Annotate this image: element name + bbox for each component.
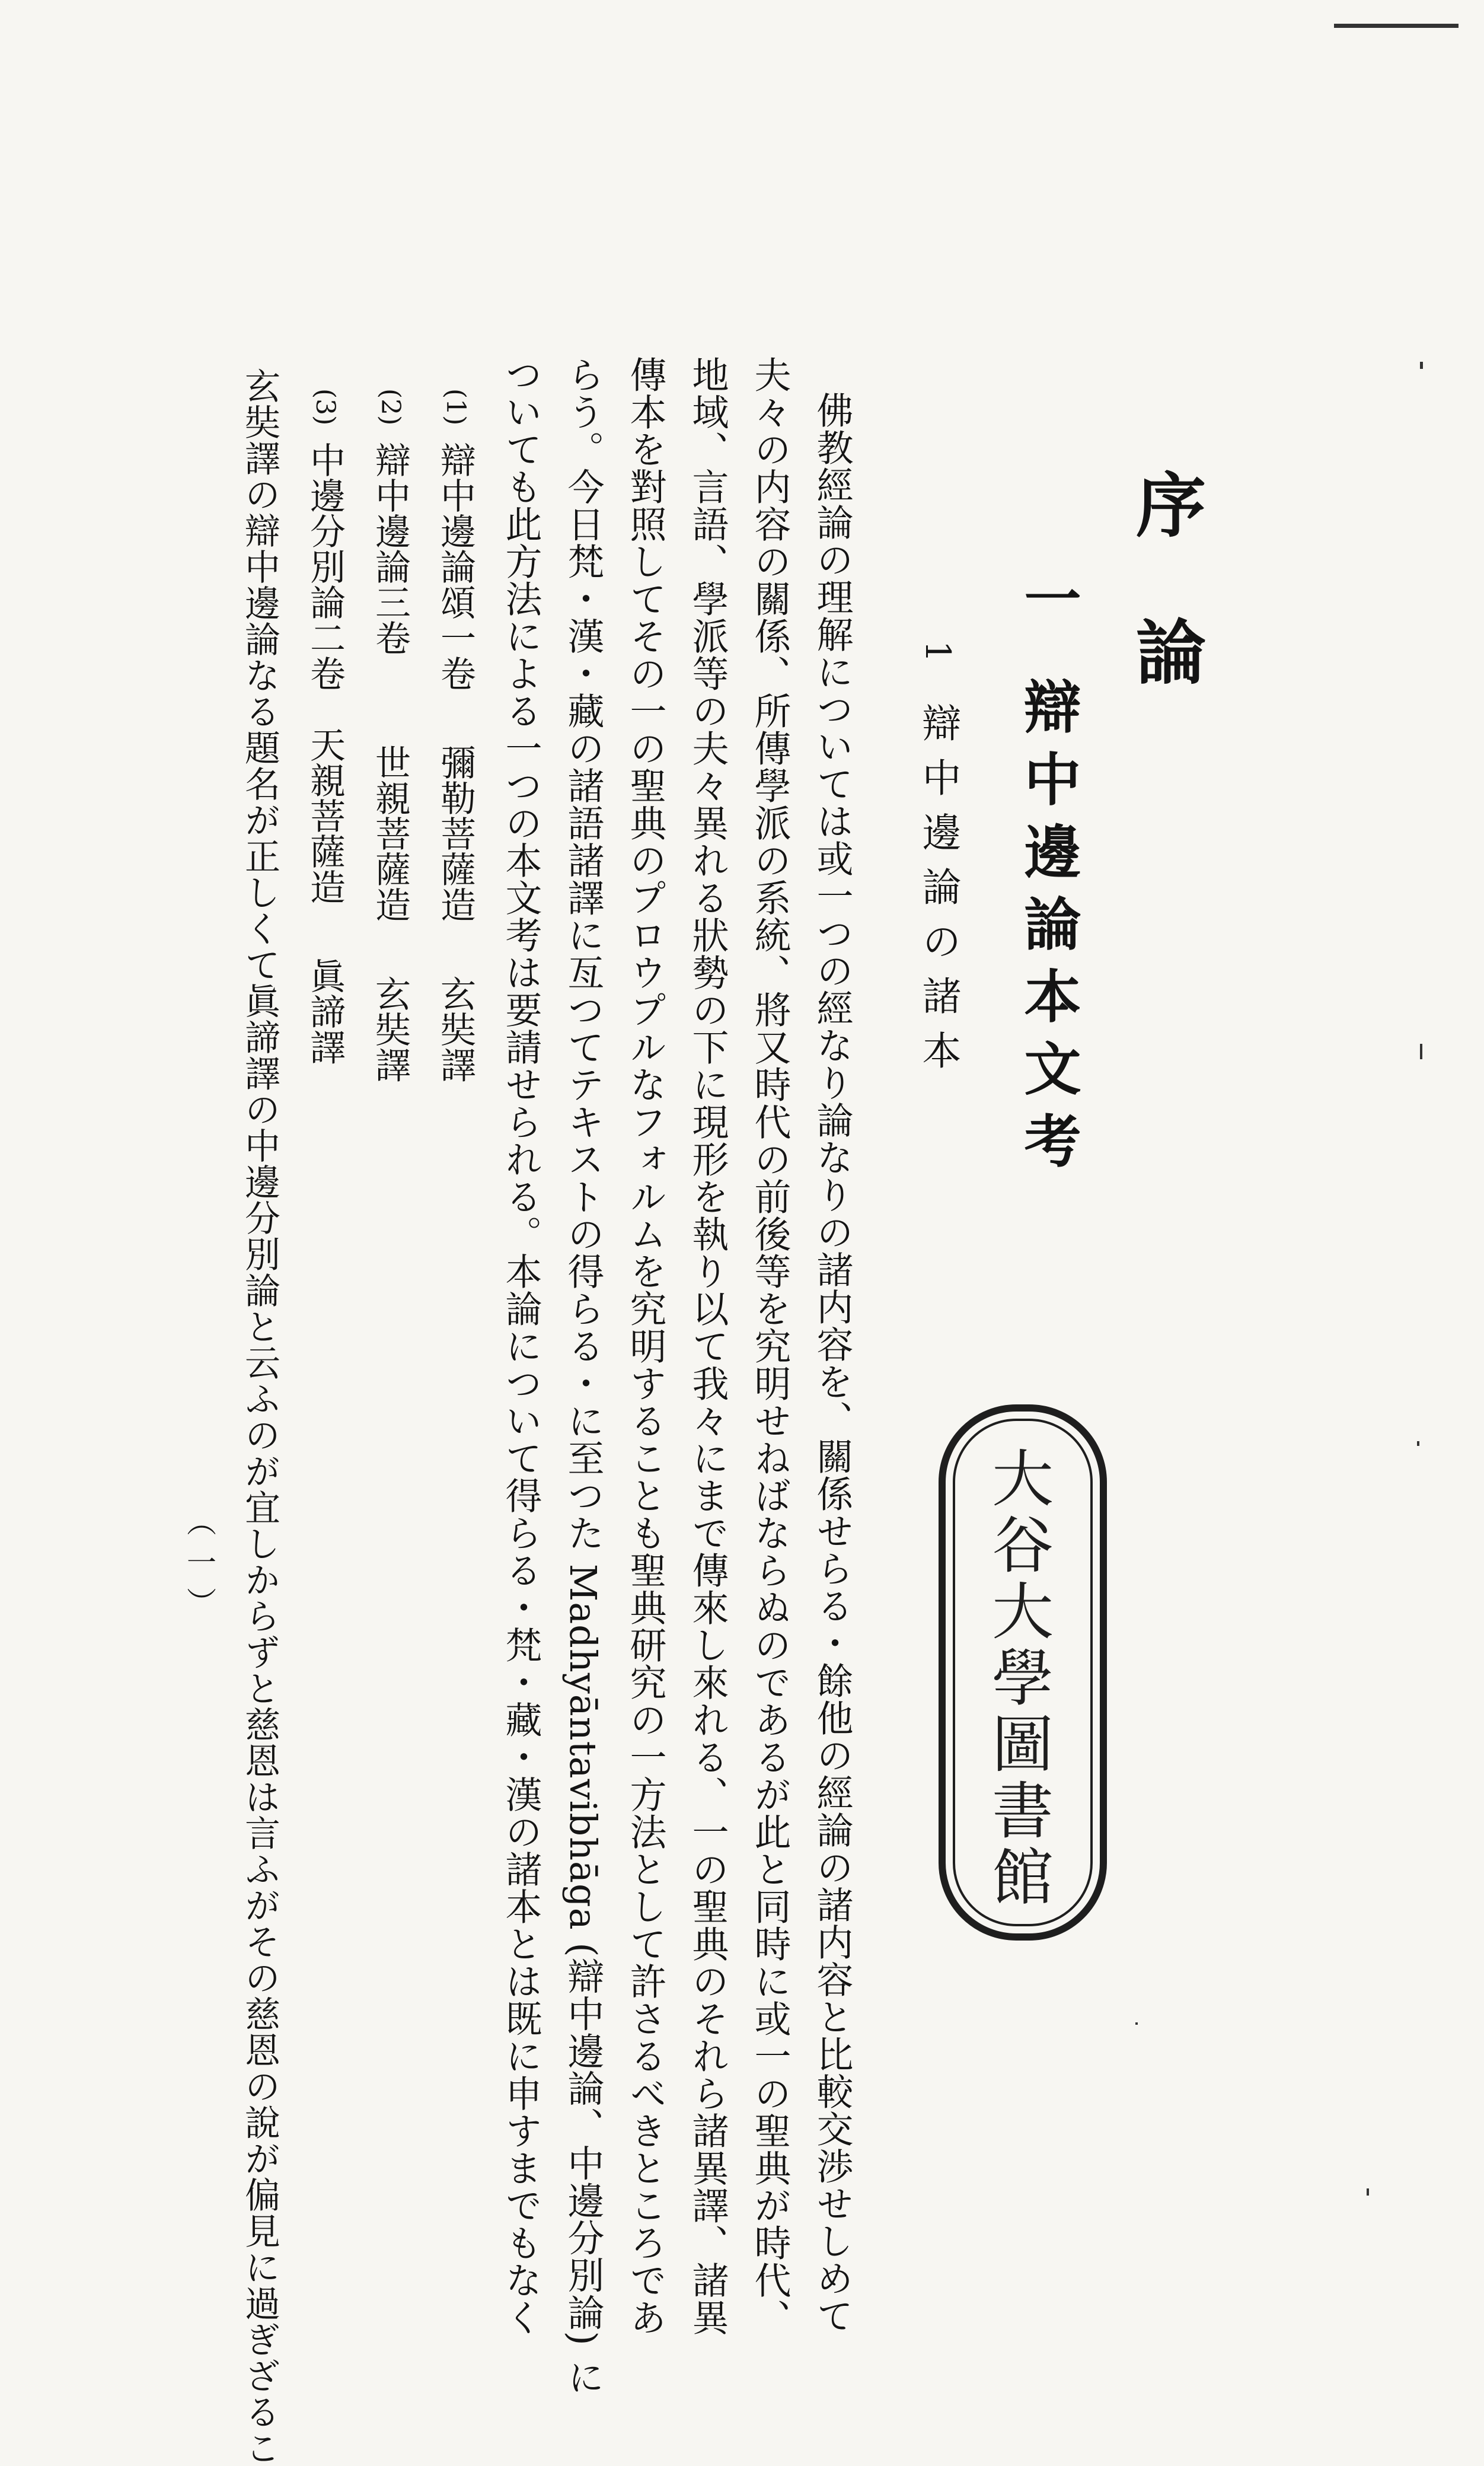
chapter-title: 辯中邊論本文考 (1015, 677, 1082, 1184)
seal-glyph: 大 (991, 1443, 1054, 1515)
scan-dot (1420, 362, 1423, 369)
scan-dot (1367, 2188, 1369, 2196)
section-heading (910, 641, 966, 1085)
list-item-2 (365, 388, 416, 1082)
jo-ron-heading: 序論 (1124, 469, 1207, 763)
list-item-number: (1) (441, 388, 471, 426)
seal-glyph: 谷 (991, 1509, 1054, 1582)
paragraph-last-line: 玄奘譯の辯中邊論なる題名が正しくて眞諦譯の中邊分別論と云ふのが宜しからずと慈恩は言ふがその慈恩の說が偏見に過ぎざるこ (239, 368, 280, 2466)
seal-glyph: 大 (991, 1576, 1054, 1648)
list-item-title: 辯中邊論三卷 (369, 442, 411, 656)
seal-glyph: 圖 (991, 1709, 1054, 1781)
chapter-heading (1008, 569, 1089, 1184)
library-seal-stamp (934, 1400, 1112, 1945)
list-item-title: 中邊分別論二卷 (304, 442, 346, 692)
paragraph-line-2: 夫々の内容の關係、所傳學派の系統、將又時代の前後等を究明せねばならぬのであるが此と同時に或一の聖典が時代、 (748, 356, 792, 2336)
list-item-author: 世親菩薩造 (369, 744, 411, 923)
scan-dot (1417, 1441, 1419, 1446)
list-item-translator: 玄奘譯 (369, 976, 411, 1083)
list-item-author: 彌勒菩薩造 (435, 744, 476, 923)
seal-glyph: 書 (991, 1775, 1054, 1847)
list-item-3 (299, 388, 350, 1065)
list-item-1 (430, 388, 481, 1082)
paragraph-line-6: ついても此方法による一つの本文考は要請せられる。本論について得らる・梵・藏・漢の諸本とは既に申すまでもなく (499, 356, 542, 2336)
list-item-title: 辯中邊論頌一卷 (435, 442, 476, 692)
paragraph-line-5: らう。今日梵・漢・藏の諸語諸譯に亙つてテキストの得らる・に至つた Madhyāntavibhāga (辯中邊論、中邊分別論) に (561, 356, 605, 2396)
paragraph-line-1: 佛教經論の理解については或一つの經なり論なりの諸内容を、關係せらる・餘他の經論の諸内容と比較交渉せしめて (810, 391, 854, 2334)
chapter-number: 一 (1015, 569, 1082, 642)
section-title: 辯中邊論の諸本 (915, 702, 961, 1085)
list-item-translator: 眞諦譯 (304, 958, 346, 1065)
seal-glyph: 學 (991, 1642, 1054, 1715)
scan-dot (1135, 2022, 1138, 2025)
scan-dot (1420, 1044, 1422, 1059)
seal-glyph: 館 (991, 1841, 1054, 1914)
page-number: （一） (182, 1506, 216, 1627)
list-item-number: (3) (310, 388, 340, 426)
list-item-number: (2) (375, 388, 406, 426)
list-item-author: 天親菩薩造 (304, 727, 346, 905)
list-item-translator: 玄奘譯 (435, 976, 476, 1083)
paragraph-line-4: 傳本を對照してその一の聖典のプロウプルなフォルムを究明することも聖典研究の一方法として許さるべきところであ (624, 356, 667, 2336)
paragraph-line-3: 地域、言語、學派等の夫々異れる狀勢の下に現形を執り以て我々にまで傳來し來れる、一の聖典のそれら諸異譯、諸異 (686, 356, 729, 2336)
scan-edge-mark (1334, 24, 1459, 28)
section-number: 1 (918, 641, 958, 678)
